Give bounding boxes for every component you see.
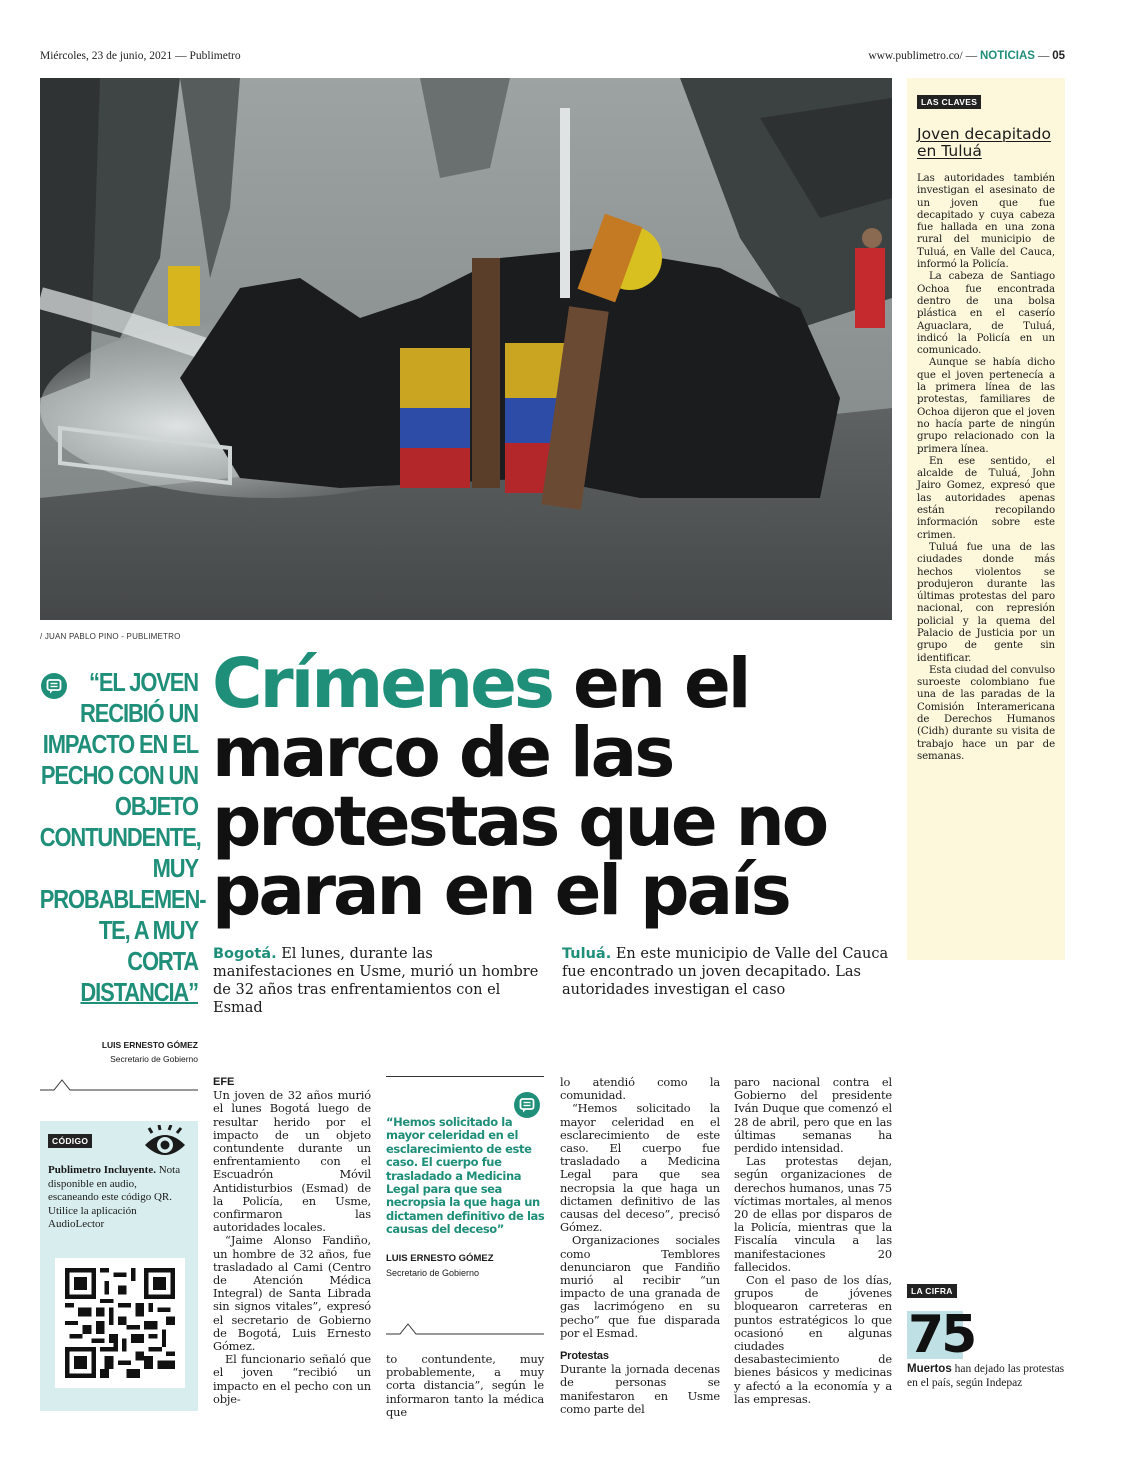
subhead-left (213, 945, 543, 1017)
codigo-box (40, 1121, 198, 1411)
protest-photo (40, 78, 892, 620)
pull-quote-line: RECIBIÓ UN (80, 700, 198, 728)
pull-quote-line: MUY (152, 855, 198, 883)
headline-part: marco de las (212, 713, 673, 793)
cifra-number: 75 (908, 1305, 975, 1365)
pull-quote-role: Secretario de Gobierno (110, 1054, 198, 1064)
pull-quote-line: “EL JOVEN (89, 669, 198, 697)
subhead-text: El lunes, durante las manifestaciones en Usme, murió un hombre de 32 años tras enfrentamientos con el Esmad (213, 946, 539, 1016)
subhead-lead: Tuluá. (562, 946, 612, 962)
cifra-text (907, 1363, 1065, 1390)
divider (386, 1076, 544, 1077)
claves-paragraph: Las autoridades también investigan el asesinato de un joven que fue decapitado y cuya cabeza fue hallada en una zona rural del municipio de Tuluá, en Valle del Cauca, informó la Policía. (917, 173, 1055, 271)
las-claves-box (907, 78, 1065, 960)
body-column-4 (734, 1076, 892, 1406)
photo-credit: / JUAN PABLO PINO - PUBLIMETRO (40, 632, 181, 641)
cifra-bold: Muertos (907, 1363, 952, 1375)
section-name: NOTICIAS (980, 50, 1035, 62)
claves-paragraph: En ese sentido, el alcalde de Tuluá, John Jairo Gomez, expresó que las autoridades apenas están recopilando información sobre este crimen. (917, 455, 1055, 541)
claves-paragraph: Aunque se había dicho que el joven pertenecía a la primera línea de las protestas, familiares de Ochoa dijeron que el joven no hacía parte de ningún grupo relacionado con la primera línea. (917, 357, 1055, 455)
pull-quote-line: PECHO CON UN (40, 762, 199, 790)
pull-quote (39, 668, 206, 1009)
agency-label: EFE (213, 1076, 235, 1088)
codigo-desc: Nota disponible en audio, escaneando este código QR. Utilice la aplicación AudioLector (48, 1164, 181, 1230)
pull-quote-author: LUIS ERNESTO GÓMEZ (101, 1040, 198, 1050)
claves-paragraph: La cabeza de Santiago Ochoa fue encontrada dentro de una bolsa plástica en el caserío Aguaclara, de Tuluá, indicó la Policía en un comunicado. (917, 271, 1055, 357)
divider (386, 1322, 544, 1336)
headline (212, 644, 902, 931)
claves-paragraph: Tuluá fue una de las ciudades donde más hechos violentos se produjeron durante las últimas protestas del paro nacional, con represión policial y la quema del Palacio de Justicia por un grupo de gente sin identificar. (917, 541, 1055, 664)
body-paragraph: “Hemos solicitado la mayor celeridad en el esclarecimiento de este caso. El cuerpo fue trasladado a Medicina Legal para que sea necropsia la que haga un dictamen definitivo de las causas del deceso”, precisó Gómez. (560, 1101, 720, 1235)
body-paragraph: to contundente, muy probablemente, a muy corta distancia”, según le informaron tanto la médica que (386, 1352, 544, 1419)
site-url[interactable]: www.publimetro.co/ (868, 50, 963, 62)
pull-quote-line: IMPACTO EN EL (42, 731, 198, 759)
section-subhead: Protestas (560, 1350, 609, 1363)
claves-tag: LAS CLAVES (917, 95, 981, 109)
pull-quote-line: DISTANCIA” (80, 979, 198, 1007)
body-paragraph: Organizaciones sociales como Temblores denunciaron que Fandiño murió al recibir “un impacto de una granada de gas lacrimógeno en su pecho” que fue disparada por el Esmad. (560, 1233, 720, 1340)
claves-body (917, 173, 1055, 763)
body-paragraph: Las protestas dejan, según organizaciones de derechos humanos, unas 75 víctimas mortales, al menos 20 de ellas por disparos de la Policía, mientras que la Fiscalía vincula a las manifestaciones 20 fallecidos. (734, 1154, 892, 1274)
body-paragraph: Con el paso de los días, grupos de jóvenes bloquearon carreteras en puntos estratégicos lo que ocasionó en algunas ciudades desabastecimiento de bienes básicos y medicinas y afectó a la economía y a las empresas. (734, 1273, 892, 1406)
body-paragraph: “Jaime Alonso Fandiño, un hombre de 32 años, fue trasladado al Cami (Centro de Atención Médica Integral) de Santa Librada sin signos vitales”, expresó el secretario de Gobierno de Bogotá, Luis Ernesto Gómez. (213, 1233, 371, 1354)
eye-icon (142, 1125, 188, 1163)
cifra-tag: LA CIFRA (907, 1284, 957, 1298)
page-number: 05 (1052, 50, 1065, 62)
claves-paragraph: Esta ciudad del convulso suroeste colombiano fue una de las paradas de la Comisión Interamericana de Derechos Humanos (Cidh) durante su visita de trabajo hace un par de semanas. (917, 664, 1055, 762)
codigo-bold: Publimetro Incluyente. (48, 1164, 156, 1176)
body-paragraph: El funcionario señaló que el joven “recibió un impacto en el pecho con un obje- (213, 1352, 371, 1406)
inner-quote: “Hemos solicitado la mayor celeridad en el esclarecimiento de este caso. El cuerpo fue trasladado a Medicina Legal para que sea necropsia la que haga un dictamen definitivo de las causas del deceso” (386, 1115, 545, 1237)
body-paragraph: paro nacional contra el Gobierno del presidente Iván Duque que comenzó el 28 de abril, pero que en las últimas semanas ha perdido intensidad. (734, 1075, 892, 1156)
headline-accent: Crímenes (212, 644, 553, 724)
body-paragraph: lo atendió como la comunidad. (560, 1075, 720, 1103)
body-paragraph: Durante la jornada decenas de personas se manifestaron en Usme como parte del (560, 1362, 720, 1416)
headline-part: protestas que no (212, 782, 827, 862)
pull-quote-line: PROBABLEMEN- (39, 886, 206, 914)
codigo-text (48, 1164, 190, 1232)
codigo-tag: CÓDIGO (48, 1134, 92, 1148)
claves-title: Joven decapitado en Tuluá (917, 125, 1051, 160)
date-line: Miércoles, 23 de junio, 2021 — Publimetro (40, 50, 241, 62)
body-paragraph: Un joven de 32 años murió el lunes Bogotá luego de resultar herido por el impacto de un objeto contundente durante un enfrentamiento con el Escuadrón Móvil Antidisturbios (Esmad) de la Policía, en Usme, confirmaron las autoridades locales. (213, 1088, 371, 1235)
body-column-3 (560, 1076, 720, 1416)
subhead-right (562, 945, 892, 999)
section-header: www.publimetro.co/ — NOTICIAS — 05 (868, 50, 1065, 62)
cifra-number-box (907, 1305, 975, 1365)
speech-bubble-icon (514, 1092, 540, 1118)
pull-quote-line: CORTA (127, 948, 198, 976)
cifra-desc: han dejado las protestas en el país, según Indepaz (907, 1363, 1065, 1389)
headline-part: en el (552, 644, 749, 724)
body-column-1 (213, 1076, 371, 1406)
qr-code-icon[interactable] (55, 1258, 185, 1388)
pull-quote-line: TE, A MUY (98, 917, 198, 945)
subhead-lead: Bogotá. (213, 946, 277, 962)
body-column-2 (386, 1353, 544, 1419)
divider (40, 1078, 198, 1092)
pull-quote-line: OBJETO (114, 793, 198, 821)
inner-quote-role: Secretario de Gobierno (386, 1268, 480, 1278)
pull-quote-line: CONTUNDENTE, (39, 824, 201, 852)
inner-quote-author: LUIS ERNESTO GÓMEZ (386, 1253, 494, 1264)
subhead-text: En este municipio de Valle del Cauca fue encontrado un joven decapitado. Las autoridades investigan el caso (562, 946, 889, 998)
headline-part: paran en el país (212, 851, 789, 931)
